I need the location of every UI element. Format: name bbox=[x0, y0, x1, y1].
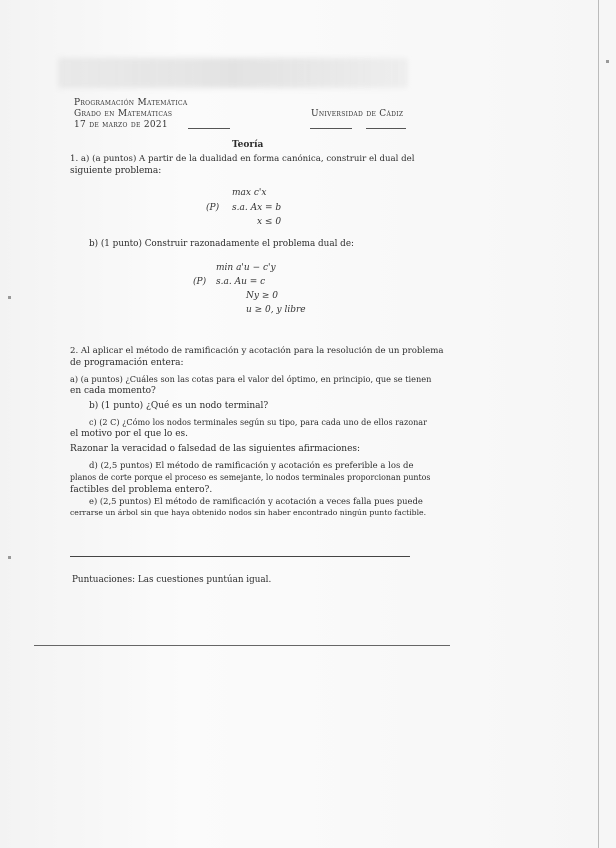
q2d-text-line3: factibles del problema entero?. bbox=[70, 485, 213, 495]
primal-sign: x ≤ 0 bbox=[257, 217, 282, 227]
q2b-text: b) (1 punto) ¿Qué es un nodo terminal? bbox=[89, 401, 269, 411]
q2d-text-line2: planos de corte porque el proceso es semejante, lo nodos terminales proporcionan puntos bbox=[70, 473, 431, 482]
scan-smudge bbox=[58, 58, 408, 88]
q2-intro: Razonar la veracidad o falsedad de las siguientes afirmaciones: bbox=[70, 444, 361, 454]
q2d-text-line1: d) (2,5 puntos) El método de ramificación y acotación es preferible a los de bbox=[89, 461, 414, 471]
second-sign: u ≥ 0, y libre bbox=[246, 305, 306, 315]
scan-edge-line bbox=[598, 0, 599, 848]
second-constraint-2: Ny ≥ 0 bbox=[246, 291, 278, 301]
section-title: Teoría bbox=[232, 140, 264, 150]
header-rule-left bbox=[188, 128, 230, 129]
second-label: (P) bbox=[193, 277, 207, 287]
primal-constraint: s.a. Ax = b bbox=[232, 203, 282, 213]
second-objective: min a'u − c'y bbox=[216, 263, 276, 273]
scoring-note: Puntuaciones: Las cuestiones puntúan igual. bbox=[72, 575, 272, 585]
q2e-text-line2: cerrarse un árbol sin que haya obtenido nodos sin haber encontrado ningún punto factible. bbox=[70, 508, 427, 517]
q2a-text-line1: a) (a puntos) ¿Cuáles son las cotas para el valor del óptimo, en principio, que se tienen bbox=[70, 374, 432, 384]
university-name: Universidad de Cádiz bbox=[311, 109, 404, 119]
scan-mark bbox=[8, 556, 11, 559]
q2-text-line2: de programación entera: bbox=[70, 358, 184, 368]
footer-rule-top bbox=[70, 556, 410, 557]
second-constraint: s.a. Au = c bbox=[216, 277, 266, 287]
q1b-text: b) (1 punto) Construir razonadamente el problema dual de: bbox=[89, 239, 354, 249]
scan-mark bbox=[8, 296, 11, 299]
header-rule-mid bbox=[310, 128, 352, 129]
q2e-text-line1: e) (2,5 puntos) El método de ramificación y acotación a veces falla pues puede bbox=[89, 496, 423, 506]
degree-name: Grado en Matemáticas bbox=[74, 109, 173, 119]
q2a-text-line2: en cada momento? bbox=[70, 386, 156, 396]
course-name: Programación Matemática bbox=[74, 98, 188, 108]
header-rule-right bbox=[366, 128, 406, 129]
q1a-text-line2: siguiente problema: bbox=[70, 166, 162, 176]
exam-date: 17 de marzo de 2021 bbox=[74, 120, 168, 130]
primal-objective: max c'x bbox=[232, 188, 267, 198]
scan-mark bbox=[606, 60, 609, 63]
footer-rule-bottom bbox=[34, 645, 450, 646]
q2c-text-line1: c) (2 C) ¿Cómo los nodos terminales según su tipo, para cada uno de ellos razonar bbox=[89, 417, 427, 427]
primal-label: (P) bbox=[206, 203, 220, 213]
q2-text-line1: 2. Al aplicar el método de ramificación y acotación para la resolución de un problema bbox=[70, 346, 444, 356]
q2c-text-line2: el motivo por el que lo es. bbox=[70, 429, 188, 439]
q1a-text-line1: 1. a) (a puntos) A partir de la dualidad en forma canónica, construir el dual del bbox=[70, 154, 415, 164]
